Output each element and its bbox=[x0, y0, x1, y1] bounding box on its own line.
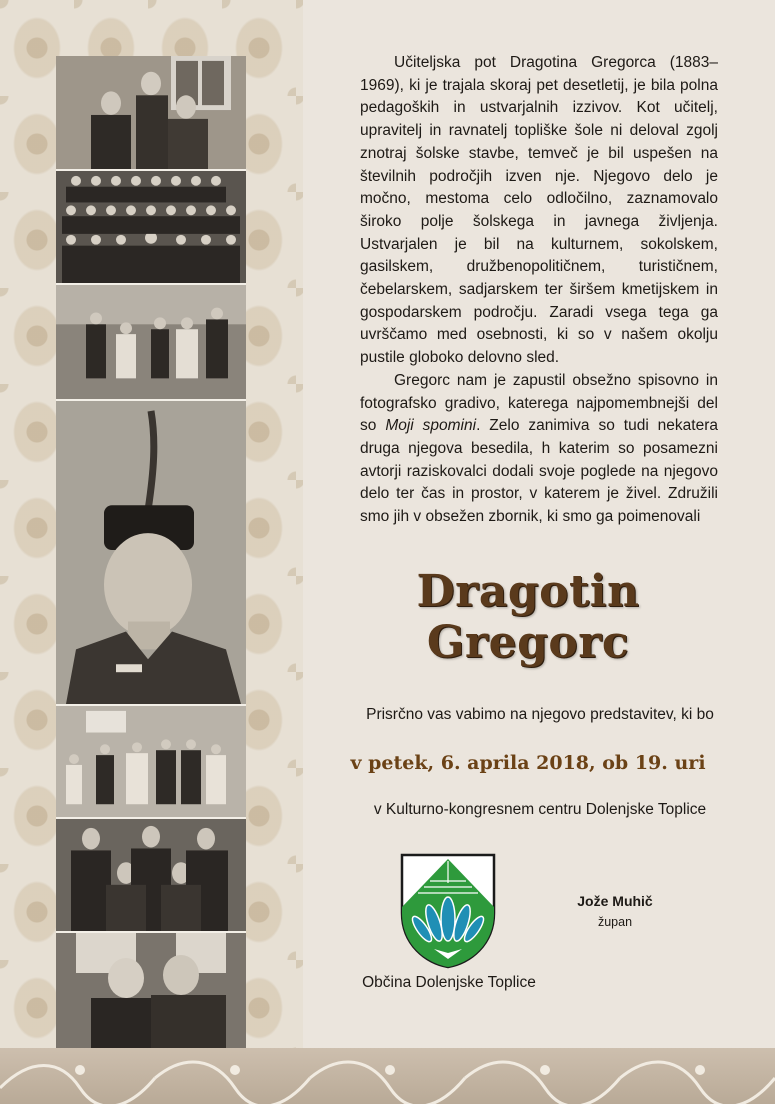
intro-paragraph-2 bbox=[360, 370, 718, 529]
photo-group-plaque bbox=[56, 706, 246, 819]
photo-men-group bbox=[56, 819, 246, 933]
signatory-name: Jože Muhič bbox=[577, 893, 653, 909]
photo-outdoor-group bbox=[56, 285, 246, 401]
photo-elderly-couple bbox=[56, 933, 246, 1048]
book-reference-moji-spomini: Moji spomini bbox=[385, 417, 477, 435]
photo-school-class bbox=[56, 171, 246, 285]
intro-paragraph-1: Učiteljska pot Dragotina Gregorca (1883–1969), ki je trajala skoraj pet desetletij, je bila polna pedagoških in ustvarjalnih izzivov. Kot učitelj, upravitelj in ravnatelj topliške šole ni deloval zgolj znotraj šolske stavbe, temveč je bil uspešen na številnih področjih izven nje. Njegovo delo je močno, mestoma celo odločilno, zaznamovalo široko polje šolskega in javnega življenja. Ustvarjalen je bil na kulturnem, sokolskem, gasilskem, družbenopolitičnem, turističnem, čebelarskem, sadjarskem ter širšem kmetijskem in gospodarskem področju. Zaradi vsega tega ga uvrščamo med osebnosti, ki so v našem okolju pustile globoko delovno sled. bbox=[360, 54, 718, 367]
intro-text bbox=[360, 52, 718, 529]
invitation-text: Prisrčno vas vabimo na njegovo predstavitev, ki bo bbox=[366, 706, 714, 723]
photo-portrait-gregorc bbox=[56, 401, 246, 706]
intro-paragraph-2-start: Gregorc nam je zapustil obsežno spisovno in fotografsko gradivo, katerega najpomembnejši del so bbox=[360, 371, 718, 435]
venue-text: v Kulturno-kongresnem centru Dolenjske Toplice bbox=[373, 801, 707, 818]
ornamental-border bbox=[0, 1048, 775, 1104]
signatory-role: župan bbox=[597, 915, 633, 929]
municipality-name: Občina Dolenjske Toplice bbox=[362, 974, 536, 991]
event-date: v petek, 6. aprila 2018, ob 19. uri bbox=[350, 752, 706, 774]
municipality-crest-icon bbox=[400, 853, 496, 969]
book-title: Dragotin Gregorc bbox=[416, 566, 640, 668]
photo-couple bbox=[56, 56, 246, 171]
photo-strip bbox=[56, 56, 246, 1048]
intro-paragraph-2-end: . Zelo zanimiva so tudi nekatera druga njegova besedila, h katerim so posamezni avtorji raziskovalci dodali svoje poglede na njegovo delo ter čas in prostor, v katerem je živel. Združili smo jih v obsežen zbornik, ki smo ga poimenovali bbox=[360, 417, 719, 526]
